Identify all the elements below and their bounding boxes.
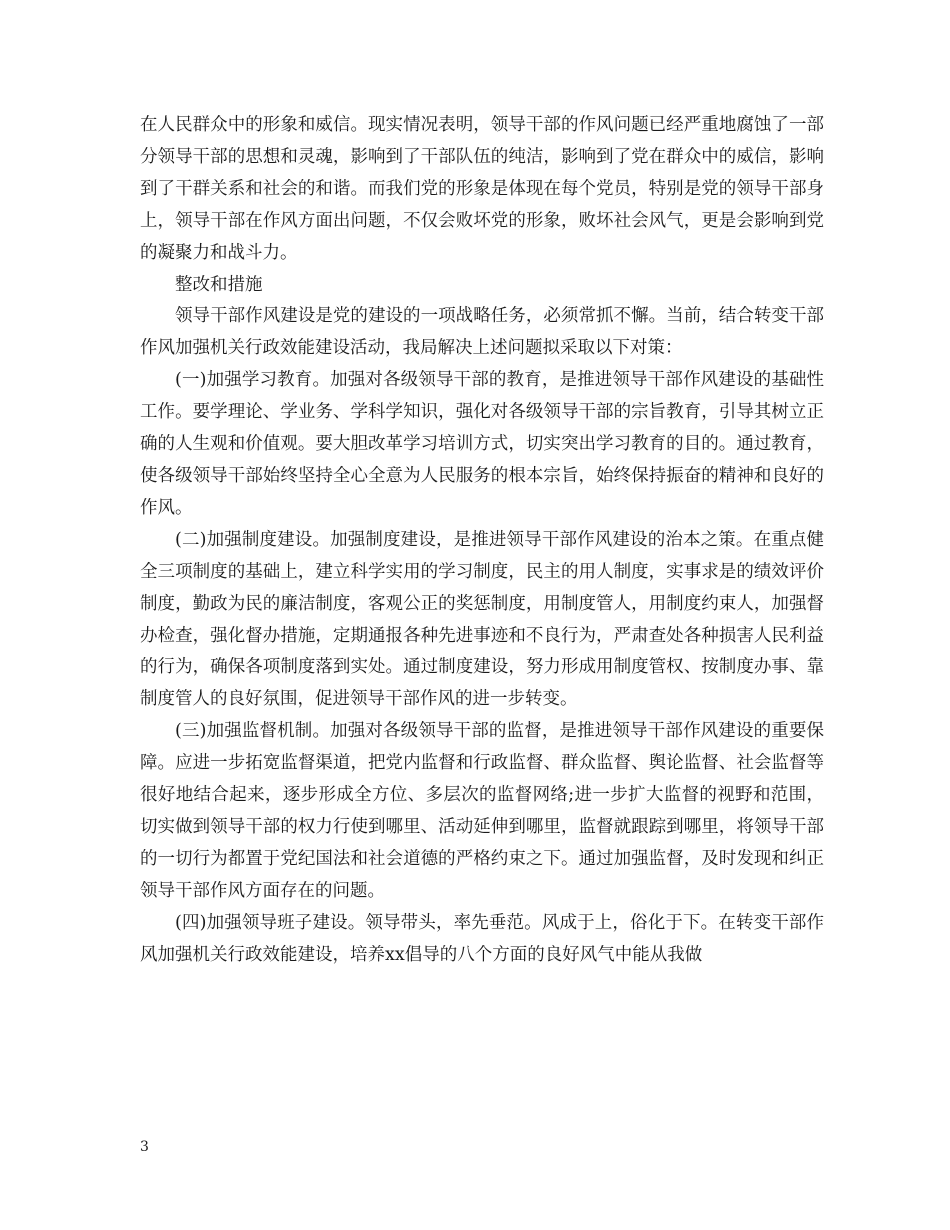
paragraph-leadership-team: (四)加强领导班子建设。领导带头，率先垂范。风成于上，俗化于下。在转变干部作风加强机关行政效能建设，培养xx倡导的八个方面的良好风气中能从我做 <box>140 912 824 965</box>
paragraph-study-education: (一)加强学习教育。加强对各级领导干部的教育，是推进领导干部作风建设的基础性工作。要学理论、学业务、学科学知识，强化对各级领导干部的宗旨教育，引导其树立正确的人生观和价值观。要大胆改革学习培训方式，切实突出学习教育的目的。通过教育，使各级领导干部始终坚持全心全意为人民服务的根本宗旨，始终保持振奋的精神和良好的作风。 <box>140 370 824 518</box>
paragraph-1: 在人民群众中的形象和威信。现实情况表明，领导干部的作风问题已经严重地腐蚀了一部分领导干部的思想和灵魂，影响到了干部队伍的纯洁，影响到了党在群众中的威信，影响到了干群关系和社会的和谐。而我们党的形象是体现在每个党员，特别是党的领导干部身上，领导干部在作风方面出问题，不仅会败坏党的形象，败坏社会风气，更是会影响到党的凝聚力和战斗力。 <box>140 115 824 263</box>
paragraph-system-construction: (二)加强制度建设。加强制度建设，是推进领导干部作风建设的治本之策。在重点健全三项制度的基础上，建立科学实用的学习制度，民主的用人制度，实事求是的绩效评价制度，勤政为民的廉洁制度，客观公正的奖惩制度，用制度管人，用制度约束人，加强督办检查，强化督办措施，定期通报各种先进事迹和不良行为，严肃查处各种损害人民利益的行为，确保各项制度落到实处。通过制度建设，努力形成用制度管权、按制度办事、靠制度管人的良好氛围，促进领导干部作风的进一步转变。 <box>140 529 824 710</box>
page-number: 3 <box>140 1139 149 1155</box>
paragraph-supervision-mechanism: (三)加强监督机制。加强对各级领导干部的监督，是推进领导干部作风建设的重要保障。应进一步拓宽监督渠道，把党内监督和行政监督、群众监督、舆论监督、社会监督等很好地结合起来，逐步形成全方位、多层次的监督网络;进一步扩大监督的视野和范围，切实做到领导干部的权力行使到哪里、活动延伸到哪里，监督就跟踪到哪里，将领导干部的一切行为都置于党纪国法和社会道德的严格约束之下。通过加强监督，及时发现和纠正领导干部作风方面存在的问题。 <box>140 721 824 901</box>
section-heading-rectification: 整改和措施 <box>175 274 263 295</box>
document-body <box>140 110 824 971</box>
paragraph-3: 领导干部作风建设是党的建设的一项战略任务，必须常抓不懈。当前，结合转变干部作风加强机关行政效能建设活动，我局解决上述问题拟采取以下对策： <box>140 306 824 359</box>
